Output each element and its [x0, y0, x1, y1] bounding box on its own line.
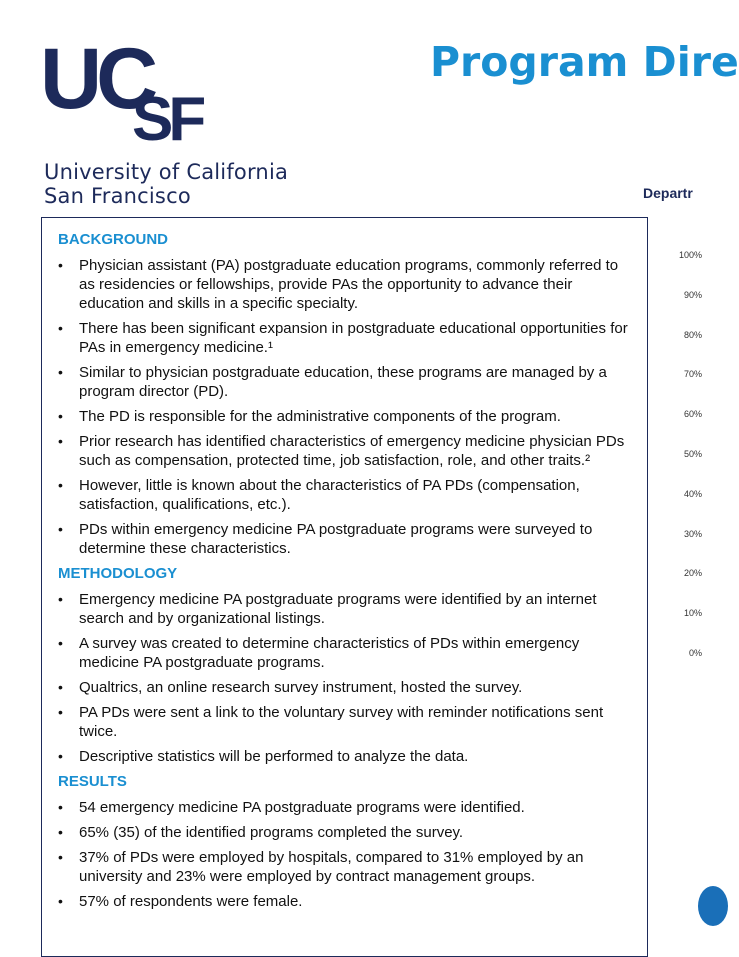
chart-title: Departr [643, 185, 693, 201]
y-tick-label: 60% [683, 409, 702, 420]
y-tick-label: 100% [678, 250, 702, 260]
bullet-item: • PA PDs were sent a link to the voluntary survey with reminder notifications sent twice. [58, 703, 637, 741]
bullet-item: • Prior research has identified characteristics of emergency medicine physician PDs such as compensation, protected time, job satisfaction, role, and other traits.² [58, 432, 637, 470]
university-line1: University of California [44, 160, 289, 184]
bullet-item: • However, little is known about the characteristics of PA PDs (compensation, satisfaction, qualifications, etc.). [58, 476, 637, 514]
content-panel [41, 217, 648, 957]
university-name [44, 160, 288, 208]
bullet-item: • 65% (35) of the identified programs completed the survey. [58, 823, 637, 842]
section-heading-methodology: METHODOLOGY [58, 565, 178, 582]
bullet-item: • The PD is responsible for the administrative components of the program. [58, 407, 637, 426]
bullet-item: • There has been significant expansion in postgraduate educational opportunities for PAs in emergency medicine.¹ [58, 319, 637, 357]
y-tick-label: 20% [683, 568, 702, 579]
university-line2: San Francisco [44, 184, 191, 208]
y-tick-label: 0% [688, 648, 702, 658]
bullet-item: • Similar to physician postgraduate education, these programs are managed by a program director (PD). [58, 363, 637, 401]
bullet-item: • Physician assistant (PA) postgraduate education programs, commonly referred to as residencies or fellowships, provide PAs the opportunity to advance their education and skills in a specific specialty. [58, 256, 637, 313]
bullet-item: • A survey was created to determine characteristics of PDs within emergency medicine PA postgraduate programs. [58, 634, 637, 672]
poster-title: Program Dire [430, 38, 739, 86]
bullet-item: • 57% of respondents were female. [58, 892, 637, 911]
bullet-item: • Descriptive statistics will be performed to analyze the data. [58, 747, 637, 766]
logo-sf: SF [132, 85, 202, 154]
bullet-item: • Emergency medicine PA postgraduate programs were identified by an internet search and by organizational listings. [58, 590, 637, 628]
bullet-list [58, 590, 637, 766]
bullet-item: • PDs within emergency medicine PA postgraduate programs were surveyed to determine these characteristics. [58, 520, 637, 558]
y-tick-label: 80% [683, 329, 702, 340]
ucsf-logo [40, 31, 300, 154]
y-tick-label: 40% [683, 488, 702, 499]
bullet-item: • Qualtrics, an online research survey instrument, hosted the survey. [58, 678, 637, 697]
bullet-list [58, 256, 637, 558]
section-heading-background: BACKGROUND [58, 231, 168, 248]
bullet-list [58, 798, 637, 911]
y-tick-label: 70% [683, 369, 702, 380]
y-tick-label: 50% [683, 449, 702, 459]
y-tick-label: 10% [683, 608, 702, 619]
section-heading-results: RESULTS [58, 773, 127, 790]
decorative-circle [698, 886, 728, 926]
chart-y-axis [662, 250, 702, 670]
bullet-item: • 54 emergency medicine PA postgraduate programs were identified. [58, 798, 637, 817]
y-tick-label: 30% [683, 528, 702, 539]
bullet-item: • 37% of PDs were employed by hospitals, compared to 31% employed by an university and 23% were employed by contract management groups. [58, 848, 637, 886]
ucsf-logo-mark [40, 31, 250, 154]
logo-uc-static: UC [40, 31, 153, 127]
y-tick-label: 90% [683, 289, 702, 300]
